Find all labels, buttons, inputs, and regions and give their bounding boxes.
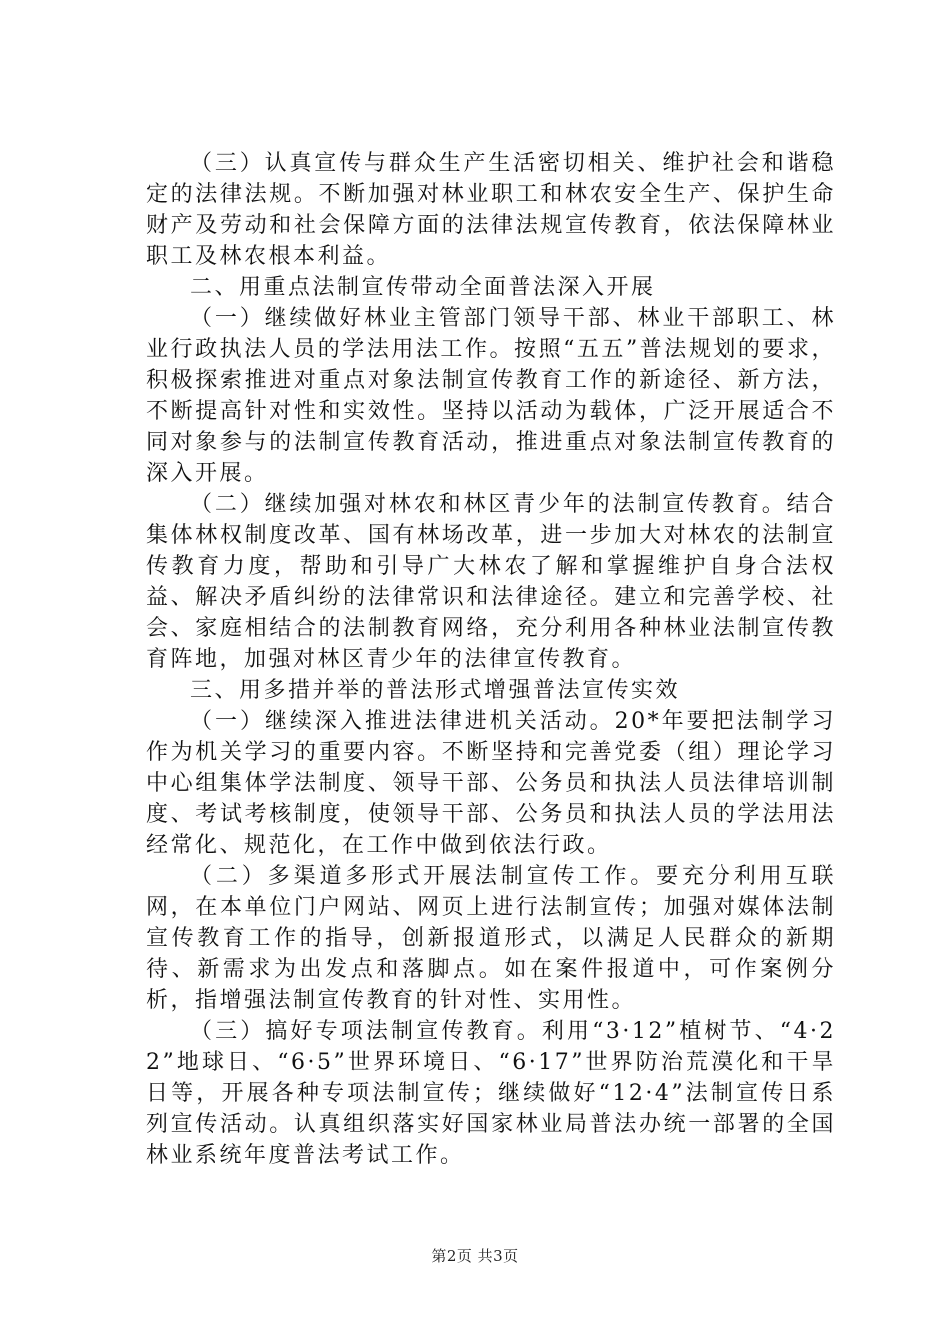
paragraph-section-1-item-3: （三）认真宣传与群众生产生活密切相关、维护社会和谐稳定的法律法规。不断加强对林业职工和林农安全生产、保护生命财产及劳动和社会保障方面的法律法规宣传教育，依法保障林业职工及林农根本利益。	[146, 151, 836, 269]
paragraph-section-3-item-1: （一）继续深入推进法律进机关活动。20*年要把法制学习作为机关学习的重要内容。不断坚持和完善党委（组）理论学习中心组集体学法制度、领导干部、公务员和执法人员法律培训制度、考试考核制度，使领导干部、公务员和执法人员的学法用法经常化、规范化，在工作中做到依法行政。	[146, 709, 836, 858]
page-number-footer: 第2页 共3页	[431, 1247, 519, 1265]
paragraph-section-2-item-2: （二）继续加强对林农和林区青少年的法制宣传教育。结合集体林权制度改革、国有林场改革，进一步加大对林农的法制宣传教育力度，帮助和引导广大林农了解和掌握维护自身合法权益、解决矛盾纠纷的法律常识和法律途径。建立和完善学校、社会、家庭相结合的法制教育网络，充分利用各种林业法制宣传教育阵地，加强对林区青少年的法律宣传教育。	[146, 492, 836, 672]
paragraph-section-3-item-3: （三）搞好专项法制宣传教育。利用“3·12”植树节、“4·22”地球日、“6·5”世界环境日、“6·17”世界防治荒漠化和干旱日等，开展各种专项法制宣传；继续做好“12·4”法制宣传日系列宣传活动。认真组织落实好国家林业局普法办统一部署的全国林业系统年度普法考试工作。	[146, 1019, 836, 1168]
paragraph-section-3-item-2: （二）多渠道多形式开展法制宣传工作。要充分利用互联网，在本单位门户网站、网页上进行法制宣传；加强对媒体法制宣传教育工作的指导，创新报道形式，以满足人民群众的新期待、新需求为出发点和落脚点。如在案件报道中，可作案例分析，指增强法制宣传教育的针对性、实用性。	[146, 864, 836, 1013]
section-heading-3: 三、用多措并举的普法形式增强普法宣传实效	[190, 678, 681, 703]
section-heading-2: 二、用重点法制宣传带动全面普法深入开展	[190, 275, 656, 300]
paragraph-section-2-item-1: （一）继续做好林业主管部门领导干部、林业干部职工、林业行政执法人员的学法用法工作。按照“五五”普法规划的要求，积极探索推进对重点对象法制宣传教育工作的新途径、新方法，不断提高针对性和实效性。坚持以活动为载体，广泛开展适合不同对象参与的法制宣传教育活动，推进重点对象法制宣传教育的深入开展。	[146, 306, 836, 486]
document-body	[146, 148, 836, 1171]
